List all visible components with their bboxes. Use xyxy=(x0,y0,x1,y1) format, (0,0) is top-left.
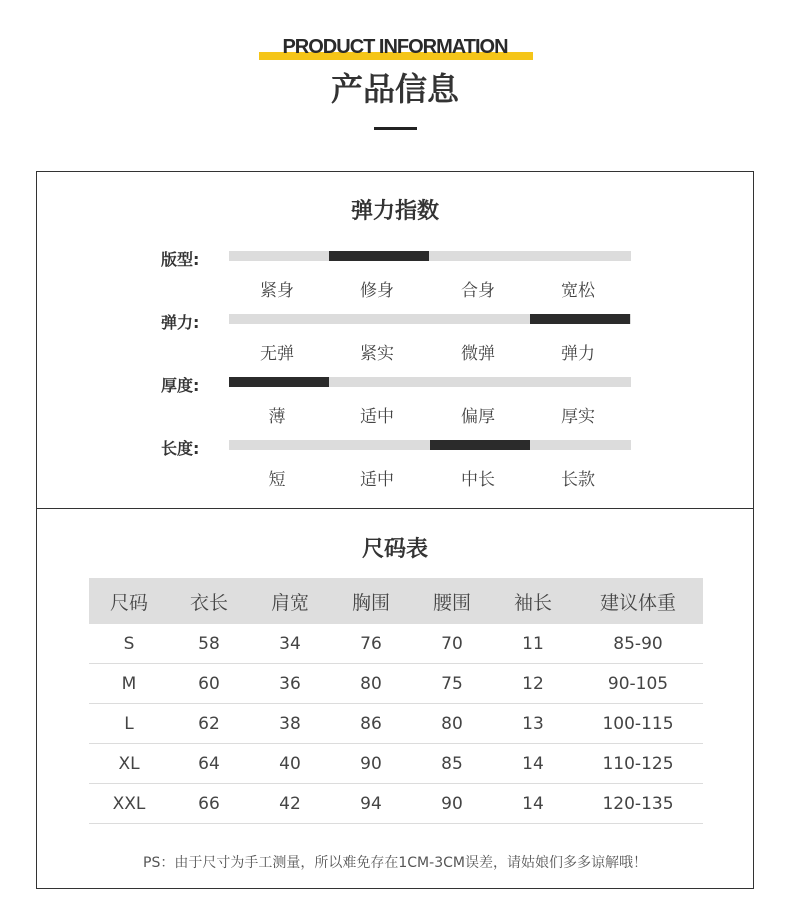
table-cell: 70 xyxy=(411,624,493,664)
elasticity-option: 紧实 xyxy=(360,344,394,364)
elasticity-row xyxy=(37,436,753,490)
table-cell: 80 xyxy=(411,704,493,744)
size-chart-column-header: 腰围 xyxy=(411,578,493,624)
table-cell: 14 xyxy=(493,744,573,784)
table-cell: 90-105 xyxy=(573,664,703,704)
size-chart-body xyxy=(89,624,703,824)
table-cell: 90 xyxy=(411,784,493,824)
table-cell: 110-125 xyxy=(573,744,703,784)
table-cell: 42 xyxy=(249,784,331,824)
size-chart-column-header: 胸围 xyxy=(331,578,411,624)
elasticity-row-label: 弹力: xyxy=(161,313,200,332)
elasticity-selected-segment xyxy=(229,377,329,387)
table-cell: XL xyxy=(89,744,169,784)
title-divider xyxy=(374,127,417,130)
table-cell: 66 xyxy=(169,784,249,824)
page-title: 产品信息 xyxy=(330,70,459,108)
table-cell: 62 xyxy=(169,704,249,744)
elasticity-option: 适中 xyxy=(360,407,394,427)
table-cell: L xyxy=(89,704,169,744)
elasticity-row xyxy=(37,310,753,364)
table-cell: 100-115 xyxy=(573,704,703,744)
table-cell: 86 xyxy=(331,704,411,744)
product-info-panel xyxy=(36,171,754,889)
elasticity-scale-bar xyxy=(229,377,631,427)
table-cell: 75 xyxy=(411,664,493,704)
product-info-header xyxy=(0,0,790,140)
table-cell: 14 xyxy=(493,784,573,824)
elasticity-option: 长款 xyxy=(561,470,595,490)
elasticity-row-label: 厚度: xyxy=(161,376,200,395)
table-cell: 76 xyxy=(331,624,411,664)
size-chart-column-header: 建议体重 xyxy=(573,578,703,624)
table-row xyxy=(89,704,703,744)
table-cell: 12 xyxy=(493,664,573,704)
elasticity-selected-segment xyxy=(430,440,530,450)
elasticity-option: 薄 xyxy=(268,407,286,427)
elasticity-section-title: 弹力指数 xyxy=(350,199,439,224)
size-chart-column-header: 尺码 xyxy=(89,578,169,624)
table-row xyxy=(89,664,703,704)
elasticity-option: 合身 xyxy=(461,281,495,301)
english-title: PRODUCT INFORMATION xyxy=(282,36,508,58)
section-divider xyxy=(37,508,753,509)
size-chart-column-header: 衣长 xyxy=(169,578,249,624)
table-cell: 60 xyxy=(169,664,249,704)
elasticity-option: 厚实 xyxy=(561,407,595,427)
elasticity-option: 适中 xyxy=(360,470,394,490)
table-cell: 40 xyxy=(249,744,331,784)
table-cell: 34 xyxy=(249,624,331,664)
table-row xyxy=(89,784,703,824)
elasticity-row xyxy=(37,373,753,427)
elasticity-option: 偏厚 xyxy=(461,407,495,427)
elasticity-scale-bar xyxy=(229,251,631,301)
elasticity-option: 微弹 xyxy=(461,344,495,364)
elasticity-option: 无弹 xyxy=(260,344,294,364)
size-chart-column-header: 袖长 xyxy=(493,578,573,624)
table-cell: S xyxy=(89,624,169,664)
table-cell: 90 xyxy=(331,744,411,784)
size-chart-title: 尺码表 xyxy=(361,537,428,562)
table-row xyxy=(89,624,703,664)
table-cell: 58 xyxy=(169,624,249,664)
table-cell: 80 xyxy=(331,664,411,704)
table-row xyxy=(89,744,703,784)
size-chart-column-header: 肩宽 xyxy=(249,578,331,624)
elasticity-scale-bar xyxy=(229,314,631,364)
table-cell: 38 xyxy=(249,704,331,744)
elasticity-option: 中长 xyxy=(461,470,495,490)
elasticity-row-label: 长度: xyxy=(161,439,200,458)
table-cell: XXL xyxy=(89,784,169,824)
table-cell: 94 xyxy=(331,784,411,824)
table-cell: 13 xyxy=(493,704,573,744)
table-cell: M xyxy=(89,664,169,704)
size-chart-table xyxy=(89,578,703,824)
size-chart-header-row xyxy=(89,578,703,624)
elasticity-option: 弹力 xyxy=(561,344,595,364)
elasticity-option: 紧身 xyxy=(260,281,294,301)
table-cell: 11 xyxy=(493,624,573,664)
elasticity-scale-bar xyxy=(229,440,631,490)
table-cell: 85-90 xyxy=(573,624,703,664)
table-cell: 64 xyxy=(169,744,249,784)
elasticity-option: 宽松 xyxy=(561,281,595,301)
elasticity-selected-segment xyxy=(530,314,630,324)
table-cell: 120-135 xyxy=(573,784,703,824)
elasticity-row-label: 版型: xyxy=(161,250,200,269)
measurement-note: PS：由于尺寸为手工测量，所以难免存在1CM-3CM误差，请姑娘们多多谅解哦！ xyxy=(143,855,647,871)
table-cell: 85 xyxy=(411,744,493,784)
elasticity-row xyxy=(37,247,753,301)
elasticity-option: 短 xyxy=(268,470,286,490)
table-cell: 36 xyxy=(249,664,331,704)
elasticity-selected-segment xyxy=(329,251,429,261)
elasticity-option: 修身 xyxy=(360,281,394,301)
